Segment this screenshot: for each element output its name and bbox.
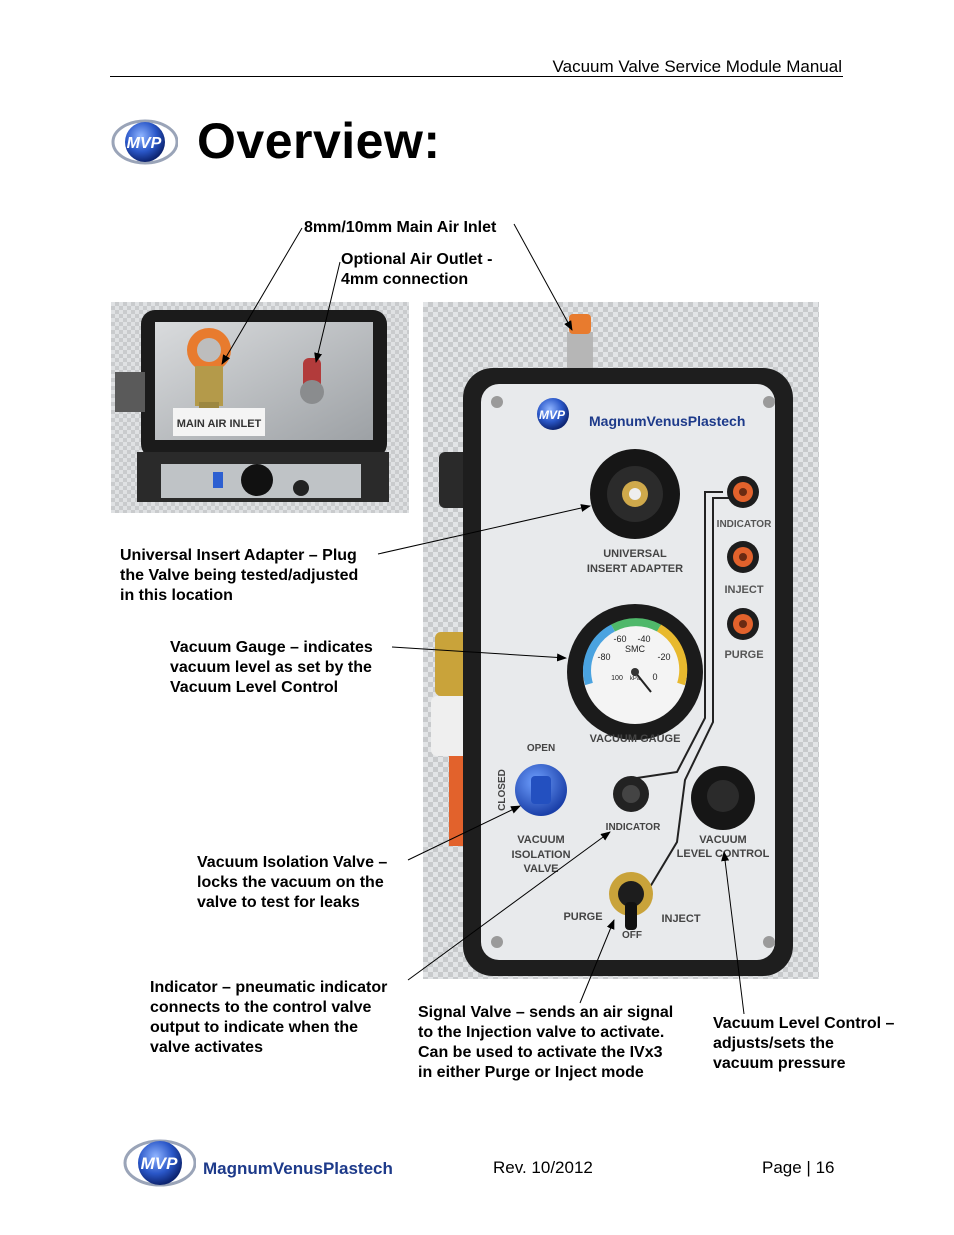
gauge-tick-4: -20: [657, 652, 671, 662]
callout-universal-insert: Universal Insert Adapter – Plug the Valve being tested/adjusted in this location: [120, 547, 359, 604]
logo-badge-text: MVP: [126, 135, 162, 152]
panel-label-lc-2: LEVEL CONTROL: [676, 848, 770, 860]
panel-label-iso-3: VALVE: [523, 863, 559, 875]
panel-label-purge: PURGE: [563, 911, 603, 923]
top-view-photo: [111, 302, 409, 513]
callout-signal-valve: Signal Valve – sends an air signal to the Injection valve to activate. Can be used to activate the IVx3 in either Purge or Inject mode: [418, 1004, 674, 1081]
panel-brand: MagnumVenusPlastech: [589, 413, 746, 429]
footer-mvp-logo-icon: [120, 1134, 196, 1192]
callout-optional-air-outlet: Optional Air Outlet - 4mm connection: [341, 251, 493, 288]
panel-label-iso-1: VACUUM: [517, 834, 565, 846]
gauge-tick-1: -60: [613, 634, 627, 644]
panel-label-inject: INJECT: [661, 913, 701, 925]
gauge-brand: SMC: [625, 644, 645, 654]
footer-brand-name: MagnumVenusPlastech: [203, 1159, 393, 1178]
gauge-tick-6: 0: [652, 672, 658, 682]
panel-label-iso-2: ISOLATION: [511, 849, 571, 861]
panel-label-uia-2: INSERT ADAPTER: [586, 563, 684, 575]
gauge-tick-5: 100: [611, 675, 623, 682]
panel-label-inject-port: INJECT: [724, 584, 764, 596]
panel-label-purge-port: PURGE: [724, 649, 764, 661]
footer-logo-badge: MVP: [140, 1154, 178, 1173]
manual-title: Vacuum Valve Service Module Manual: [552, 57, 842, 76]
callout-isolation-valve: Vacuum Isolation Valve – locks the vacuum on the valve to test for leaks: [197, 854, 388, 911]
callout-level-control: Vacuum Level Control – adjusts/sets the vacuum pressure: [713, 1015, 895, 1072]
callout-vacuum-gauge: Vacuum Gauge – indicates vacuum level as set by the Vacuum Level Control: [170, 639, 373, 696]
callout-main-air-inlet: 8mm/10mm Main Air Inlet: [304, 219, 497, 236]
page-title: Overview:: [197, 113, 441, 169]
header-rule: [110, 76, 843, 77]
footer-page-number: Page | 16: [762, 1158, 835, 1177]
panel-label-lc-1: VACUUM: [699, 834, 747, 846]
panel-label-indicator: INDICATOR: [605, 822, 661, 833]
panel-label-indicator-port: INDICATOR: [716, 519, 772, 530]
callout-indicator: Indicator – pneumatic indicator connects to the control valve output to indicate when the valve activates: [150, 979, 388, 1056]
panel-label-off: OFF: [622, 930, 642, 941]
gauge-tick-2: -40: [637, 634, 651, 644]
gauge-unit: kPa: [629, 676, 641, 682]
main-air-inlet-plate: MAIN AIR INLET: [176, 418, 262, 430]
panel-label-open: OPEN: [526, 743, 556, 754]
gauge-tick-3: -80: [597, 652, 611, 662]
panel-label-gauge: VACUUM GAUGE: [589, 733, 681, 745]
footer-revision: Rev. 10/2012: [493, 1158, 593, 1177]
panel-badge: MVP: [538, 408, 566, 422]
panel-label-closed: CLOSED: [497, 769, 508, 811]
panel-label-uia-1: UNIVERSAL: [603, 548, 667, 560]
panel-photo: [423, 302, 819, 979]
mvp-logo-icon: [108, 116, 178, 168]
